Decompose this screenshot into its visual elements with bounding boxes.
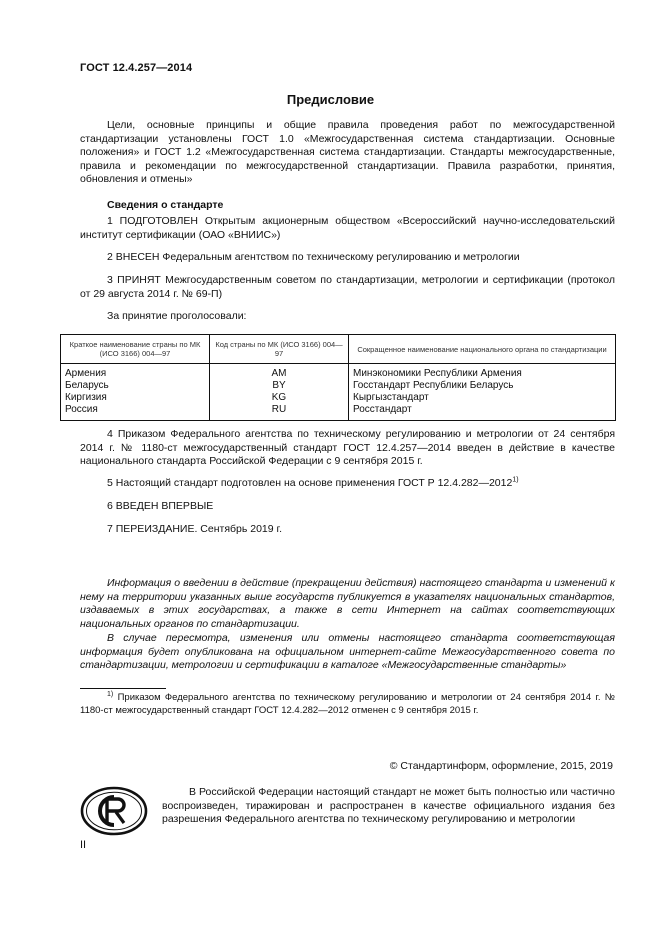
table-row: [61, 392, 616, 404]
country-code: KG: [210, 392, 349, 404]
item-2-introduced: 2 ВНЕСЕН Федеральным агентством по техническому регулированию и метрологии: [107, 251, 520, 263]
item-6-first-introduced: 6 ВВЕДЕН ВПЕРВЫЕ: [107, 500, 214, 512]
item-3-adopted: 3 ПРИНЯТ Межгосударственным советом по стандартизации, метрологии и сертификации (протокол от 29 августа 2014 г. № 69-П): [80, 274, 615, 300]
footnote-marker: 1): [107, 690, 114, 698]
standards-organ: Госстандарт Республики Беларусь: [349, 380, 616, 392]
table-row: [61, 364, 616, 381]
country-code: AM: [210, 364, 349, 381]
standards-organ: Минэкономики Республики Армения: [349, 364, 616, 381]
info-paragraph-1: Информация о введении в действие (прекращении действия) настоящего стандарта и изменений к нему на территории указанных выше государств публикуется в указателях национальных стандартов, издаваемых в этих государствах, а также в сети Интернет на сайтах соответствующих национальных органов по стандартизации.: [80, 577, 615, 630]
item-5-text: 5 Настоящий стандарт подготовлен на основе применения ГОСТ Р 12.4.282—2012: [107, 477, 513, 489]
standards-organ: Кыргызстандарт: [349, 392, 616, 404]
table-row: [61, 380, 616, 392]
table-header-row: [61, 335, 616, 364]
rst-certification-mark-icon: [80, 786, 148, 836]
voted-label: За принятие проголосовали:: [107, 310, 247, 322]
intro-paragraph: Цели, основные принципы и общие правила проведения работ по межгосударственной стандартизации установлены ГОСТ 1.0 «Межгосударственная система стандартизации. Основные положения» и ГОСТ 1.2 «Межгосударственная система стандартизации. Стандарты межгосударственные, правила и рекомендации по межгосударственной стандартизации. Правила разработки, принятия, обновления и отмены»: [80, 119, 615, 186]
footnote-ref: 1): [512, 476, 519, 484]
country-name: Киргизия: [61, 392, 210, 404]
col-header-country: Краткое наименование страны по МК (ИСО 3166) 004—97: [61, 335, 210, 364]
copyright-line: © Стандартинформ, оформление, 2015, 2019: [389, 760, 613, 772]
country-name: Россия: [61, 404, 210, 421]
item-4-order: 4 Приказом Федерального агентства по техническому регулированию и метрологии от 24 сентября 2014 г. № 1180-ст межгосударственный стандарт ГОСТ 12.4.257—2014 введен в действие в качестве национального стандарта Российской Федерации с 9 сентября 2015 г.: [80, 428, 615, 468]
footnote-separator: [80, 688, 166, 689]
item-1-prepared: 1 ПОДГОТОВЛЕН Открытым акционерным обществом «Всероссийский научно-исследовательский институт сертификации (ОАО «ВНИИС»): [80, 215, 615, 241]
page-number: II: [80, 839, 87, 851]
item-7-reissue: 7 ПЕРЕИЗДАНИЕ. Сентябрь 2019 г.: [107, 523, 282, 535]
standards-organ: Росстандарт: [349, 404, 616, 421]
country-code: RU: [210, 404, 349, 421]
footnote-text: Приказом Федерального агентства по техническому регулированию и метрологии от 24 сентября 2014 г. № 1180-ст межгосударственный стандарт ГОСТ 12.4.282—2012 отменен с 9 сентября 2015 г.: [80, 692, 616, 716]
col-header-organ: Сокращенное наименование национального органа по стандартизации: [349, 335, 616, 364]
table-row: [61, 404, 616, 421]
info-paragraph-2: В случае пересмотра, изменения или отмены настоящего стандарта соответствующая информация будет опубликована на официальном интернет-сайте Межгосударственного совета по стандартизации, метрологии и сертификации в каталоге «Межгосударственные стандарты»: [80, 632, 615, 672]
voting-countries-table: [60, 334, 616, 421]
country-code: BY: [210, 380, 349, 392]
footnote: [80, 692, 615, 717]
country-name: Армения: [61, 364, 210, 381]
section-subheading: Сведения о стандарте: [107, 199, 224, 211]
col-header-code: Код страны по МК (ИСО 3166) 004—97: [210, 335, 349, 364]
country-name: Беларусь: [61, 380, 210, 392]
copyright-notice: В Российской Федерации настоящий стандарт не может быть полностью или частично воспроизведен, тиражирован и распространен в качестве официального издания без разрешения Федерального агентства по техническому регулированию и метрологии: [162, 786, 615, 826]
item-5-basis: [80, 477, 615, 491]
page-title: Предисловие: [286, 92, 375, 107]
document-id-header: ГОСТ 12.4.257—2014: [80, 62, 193, 74]
